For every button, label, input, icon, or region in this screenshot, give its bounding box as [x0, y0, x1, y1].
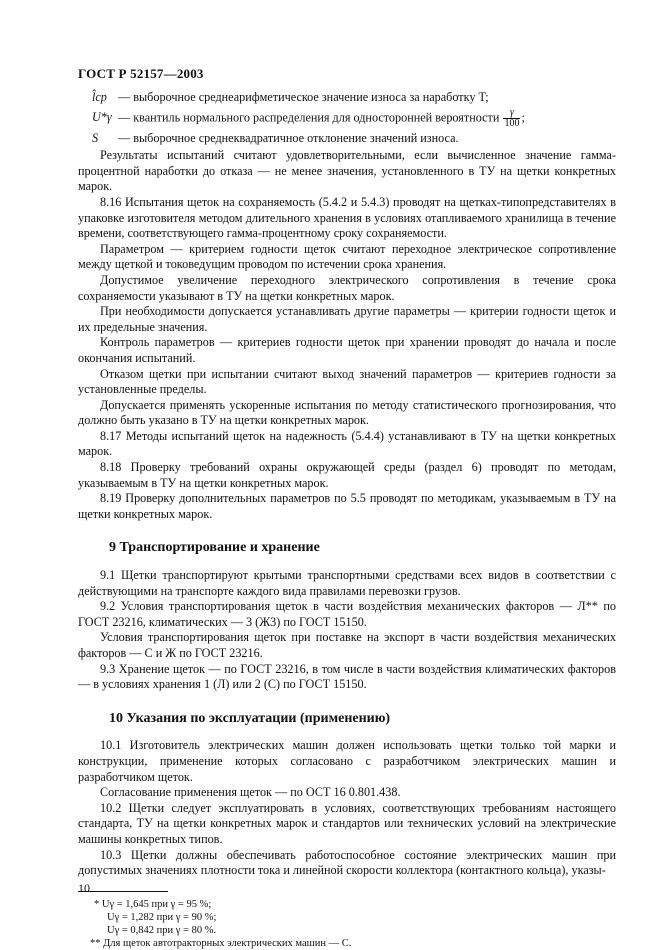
- paragraph: 10.1 Изготовитель электрических машин должен использовать щетки только той марки и конструкции, применение которых согласовано с разработчиком электрических машин и разработчиком щеток.: [78, 738, 616, 784]
- page-number: 10: [78, 881, 90, 895]
- paragraph: Допускается применять ускоренные испытания по методу статистического прогнозирования, что должно быть указано в ТУ на щетки конкретных марок.: [78, 397, 616, 428]
- footnote: ** Для щеток автотракторных электрических машин — С.: [90, 937, 352, 949]
- definition-text: — квантиль нормального распределения для односторонней вероятности $\frac{\gamma}{100}$ ;: [118, 106, 525, 129]
- definition-item: [92, 90, 616, 106]
- section-heading: 10 Указания по эксплуатации (применению): [109, 710, 391, 726]
- paragraph: 9.1 Щетки транспортируют крытыми транспортными средствами всех видов в соответствии с действующими на транспорте каждого вида правилами перевозки грузов.: [78, 568, 616, 598]
- footnote: Uγ = 1,282 при γ = 90 %;: [107, 911, 217, 923]
- definition-symbol: U*γ: [92, 109, 112, 124]
- document-body: [78, 90, 616, 950]
- paragraph: Контроль параметров — критериев годности щеток при хранении проводят до начала и после окончания испытаний.: [78, 335, 616, 365]
- paragraph: Результаты испытаний считают удовлетворительными, если вычисленное значение гамма-процентной наработки до отказа — не менее значения, установленного в ТУ на щетки конкретных марок.: [78, 148, 616, 194]
- footnote: * Uγ = 1,645 при γ = 95 %;: [94, 898, 212, 910]
- paragraph: Параметром — критерием годности щеток считают переходное электрическое сопротивление между щеткой и токоведущим проводом по истечении срока хранения.: [78, 241, 616, 272]
- definition-symbol: S: [92, 130, 99, 145]
- definition-symbol: l̂ср: [92, 90, 107, 104]
- definition-text: — выборочное среднеквадратичное отклонение значений износа.: [118, 130, 459, 145]
- fraction: $\frac{\gamma}{100}$: [504, 106, 520, 129]
- paragraph: Условия транспортирования щеток при поставке на экспорт в части воздействия механических факторов — С и Ж по ГОСТ 23216.: [78, 630, 616, 660]
- definition-item: [92, 108, 616, 129]
- paragraph: 8.19 Проверку дополнительных параметров по 5.5 проводят по методикам, указываемым в ТУ на щетки конкретных марок.: [78, 491, 616, 521]
- section-heading: 9 Транспортирование и хранение: [109, 540, 320, 556]
- footnote: Uγ = 0,842 при γ = 80 %.: [107, 924, 217, 936]
- definition-text: — выборочное среднеарифметическое значение износа за наработку T;: [118, 90, 489, 104]
- definition-item: [92, 131, 616, 147]
- definitions-list: [78, 90, 616, 146]
- paragraph: Отказом щетки при испытании считают выход значений параметров — критериев годности за установленные пределы.: [78, 366, 616, 397]
- paragraph: 10.3 Щетки должны обеспечивать работоспособное состояние электрических машин при допустимых значениях плотности тока и линейной скорости коллектора (контактного кольца), указы-: [78, 847, 616, 878]
- document-header: ГОСТ Р 52157—2003: [78, 66, 204, 81]
- paragraph: 9.2 Условия транспортирования щеток в части воздействия механических факторов — Л** по ГОСТ 23216, климатических — 3 (Ж3) по ГОСТ 15150.: [78, 599, 616, 629]
- paragraph: 10.2 Щетки следует эксплуатировать в условиях, соответствующих требованиям настоящего стандарта, ТУ на щетки конкретных марок и стандартов или технических условий на электрические машины конкретных типов.: [78, 800, 616, 846]
- paragraph: Согласование применения щеток — по ОСТ 16 0.801.438.: [100, 785, 401, 800]
- footnote-separator: [78, 891, 168, 892]
- paragraph: 8.18 Проверку требований охраны окружающей среды (раздел 6) проводят по методам, указываемым в ТУ на щетки конкретных марок.: [78, 460, 616, 490]
- paragraph: Допустимое увеличение переходного электрического сопротивления в течение срока сохраняемости указывают в ТУ на щетки конкретных марок.: [78, 272, 616, 303]
- paragraph: 8.16 Испытания щеток на сохраняемость (5.4.2 и 5.4.3) проводят на щетках-типопредставителях в упаковке изготовителя методом длительного хранения в условиях отапливаемого хранилища в течение времени, соответствующего гамма-процентному сроку сохраняемости.: [78, 194, 616, 241]
- paragraph: 8.17 Методы испытаний щеток на надежность (5.4.4) устанавливают в ТУ на щетки конкретных марок.: [78, 428, 616, 459]
- paragraph: При необходимости допускается устанавливать другие параметры — критерии годности щеток и их предельные значения.: [78, 304, 616, 334]
- paragraph: 9.3 Хранение щеток — по ГОСТ 23216, в том числе в части воздействия климатических факторов — в условиях хранения 1 (Л) или 2 (С) по ГОСТ 15150.: [78, 661, 616, 692]
